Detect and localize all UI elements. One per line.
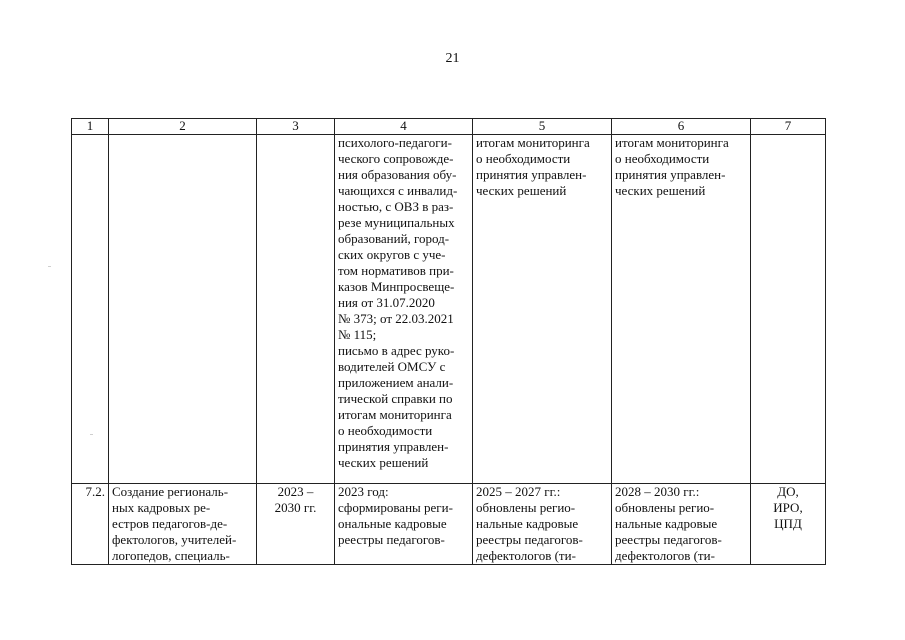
header-cell-5: 5 — [473, 119, 612, 135]
cont-cell-number — [72, 135, 109, 484]
row-responsible: ДО, ИРО, ЦПД — [751, 484, 826, 565]
row-period: 2023 – 2030 гг. — [257, 484, 335, 565]
header-cell-3: 3 — [257, 119, 335, 135]
cont-cell-col4: психолого-педагоги- ческого сопровожде- ния образования обу- чающихся с инвалид- ностью, с ОВЗ в раз- резе муниципальных образований, город- ских округов с уче- том нормативов при- казов Минпросвеще- ния от 31.07.2020 № 373; от 22.03.2021 № 115; письмо в адрес руко- водителей ОМСУ с приложением анали- тической справки по итогам мониторинга о необходимости принятия управлен- ческих решений — [335, 135, 473, 484]
table-row-7-2 — [72, 484, 826, 565]
row-col4: 2023 год: сформированы реги- ональные кадровые реестры педагогов- — [335, 484, 473, 565]
table-row-continuation — [72, 135, 826, 484]
header-cell-6: 6 — [612, 119, 751, 135]
page-number: 21 — [445, 51, 460, 66]
row-col6: 2028 – 2030 гг.: обновлены регио- нальные кадровые реестры педагогов- дефектологов (ти- — [612, 484, 751, 565]
cont-cell-period — [257, 135, 335, 484]
header-cell-4: 4 — [335, 119, 473, 135]
cont-cell-col6: итогам мониторинга о необходимости принятия управлен- ческих решений — [612, 135, 751, 484]
row-title: Создание региональ- ных кадровых ре- естров педагогов-де- фектологов, учителей- логопедов, специаль- — [109, 484, 257, 565]
cont-cell-col5: итогам мониторинга о необходимости принятия управлен- ческих решений — [473, 135, 612, 484]
row-col5: 2025 – 2027 гг.: обновлены регио- нальные кадровые реестры педагогов- дефектологов (ти- — [473, 484, 612, 565]
plan-table — [71, 118, 826, 565]
cont-cell-responsible — [751, 135, 826, 484]
scan-speck — [90, 434, 93, 435]
header-cell-1: 1 — [72, 119, 109, 135]
row-number: 7.2. — [72, 484, 109, 565]
table-header-row — [72, 119, 826, 135]
header-cell-2: 2 — [109, 119, 257, 135]
header-cell-7: 7 — [751, 119, 826, 135]
scan-speck — [48, 266, 51, 267]
cont-cell-title — [109, 135, 257, 484]
